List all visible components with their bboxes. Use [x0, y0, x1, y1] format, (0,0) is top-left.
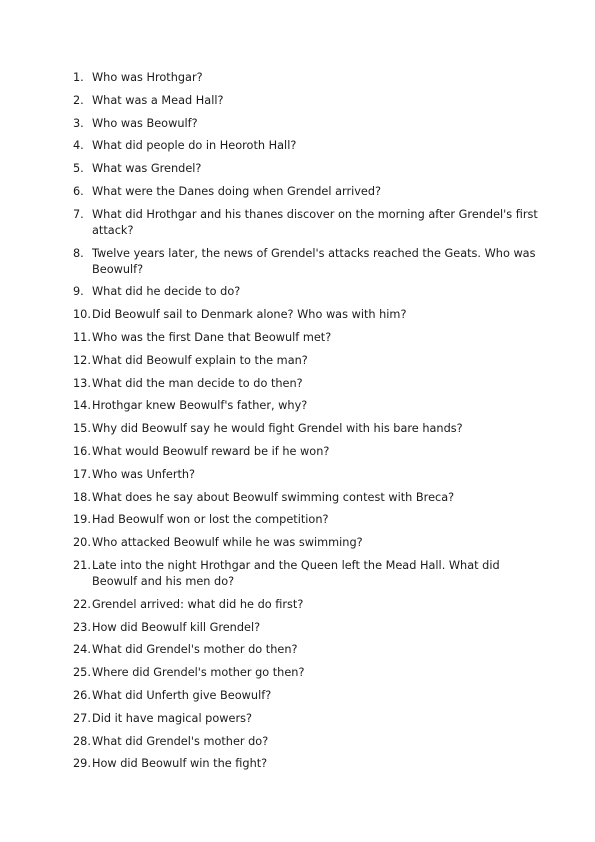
question-item: [73, 161, 548, 177]
question-text: Had Beowulf won or lost the competition?: [92, 513, 329, 527]
question-item: [73, 490, 548, 506]
question-text: Why did Beowulf say he would fight Grendel with his bare hands?: [92, 422, 463, 436]
question-item: [73, 93, 548, 109]
question-number: 27.: [73, 711, 91, 725]
question-item: [73, 184, 548, 200]
question-number: 21.: [73, 558, 91, 572]
question-text: What did Unferth give Beowulf?: [92, 688, 272, 702]
question-text: How did Beowulf win the fight?: [92, 757, 268, 771]
question-item: [73, 734, 548, 750]
question-text: What would Beowulf reward be if he won?: [92, 444, 330, 458]
question-item: [73, 597, 548, 613]
question-text: Where did Grendel's mother go then?: [92, 666, 305, 680]
question-item: [73, 665, 548, 681]
question-number: 12.: [73, 353, 91, 367]
question-item: [73, 535, 548, 551]
question-number: 5.: [73, 162, 84, 176]
question-item: [73, 207, 548, 239]
question-number: 22.: [73, 597, 91, 611]
question-item: [73, 353, 548, 369]
question-item: [73, 376, 548, 392]
question-number: 7.: [73, 207, 84, 221]
question-text: What did he decide to do?: [92, 285, 241, 299]
question-item: [73, 444, 548, 460]
question-text: What did Hrothgar and his thanes discover on the morning after Grendel's first attack?: [92, 207, 538, 237]
question-item: [73, 398, 548, 414]
question-text: What was Grendel?: [92, 162, 202, 176]
question-item: [73, 467, 548, 483]
question-item: [73, 688, 548, 704]
question-item: [73, 330, 548, 346]
question-number: 2.: [73, 93, 84, 107]
question-number: 20.: [73, 536, 91, 550]
question-item: [73, 307, 548, 323]
question-text: Who was Hrothgar?: [92, 71, 203, 84]
question-text: What did Grendel's mother do then?: [92, 643, 298, 657]
question-number: 10.: [73, 308, 91, 322]
question-number: 11.: [73, 330, 91, 344]
question-text: Late into the night Hrothgar and the Queen left the Mead Hall. What did Beowulf and his men do?: [92, 558, 500, 588]
question-number: 17.: [73, 467, 91, 481]
question-text: Twelve years later, the news of Grendel's attacks reached the Geats. Who was Beowulf?: [92, 246, 536, 276]
question-number: 28.: [73, 734, 91, 748]
question-text: Who was the first Dane that Beowulf met?: [92, 330, 332, 344]
question-number: 29.: [73, 757, 91, 771]
question-text: Did Beowulf sail to Denmark alone? Who was with him?: [92, 308, 407, 322]
question-item: [73, 284, 548, 300]
question-number: 1.: [73, 71, 84, 84]
question-number: 23.: [73, 620, 91, 634]
question-item: [73, 711, 548, 727]
question-item: [73, 620, 548, 636]
question-item: [73, 138, 548, 154]
question-item: [73, 246, 548, 278]
question-text: What did people do in Heoroth Hall?: [92, 139, 297, 153]
question-text: What did Grendel's mother do?: [92, 734, 269, 748]
question-list: [73, 70, 548, 779]
question-text: Who was Unferth?: [92, 467, 196, 481]
question-text: What does he say about Beowulf swimming contest with Breca?: [92, 490, 455, 504]
question-number: 8.: [73, 246, 84, 260]
question-number: 25.: [73, 666, 91, 680]
question-number: 18.: [73, 490, 91, 504]
question-text: How did Beowulf kill Grendel?: [92, 620, 261, 634]
question-text: What did the man decide to do then?: [92, 376, 303, 390]
question-text: Grendel arrived: what did he do first?: [92, 597, 304, 611]
question-text: Did it have magical powers?: [92, 711, 252, 725]
question-text: What did Beowulf explain to the man?: [92, 353, 308, 367]
question-number: 13.: [73, 376, 91, 390]
question-number: 6.: [73, 184, 84, 198]
question-text: What was a Mead Hall?: [92, 93, 224, 107]
question-number: 24.: [73, 643, 91, 657]
question-item: [73, 70, 548, 86]
question-text: What were the Danes doing when Grendel arrived?: [92, 184, 382, 198]
question-item: [73, 756, 548, 772]
question-number: 3.: [73, 116, 84, 130]
question-item: [73, 558, 548, 590]
question-text: Who was Beowulf?: [92, 116, 198, 130]
question-number: 15.: [73, 422, 91, 436]
question-number: 19.: [73, 513, 91, 527]
question-text: Who attacked Beowulf while he was swimming?: [92, 536, 363, 550]
question-item: [73, 642, 548, 658]
question-number: 9.: [73, 285, 84, 299]
question-item: [73, 512, 548, 528]
question-number: 14.: [73, 399, 91, 413]
question-number: 16.: [73, 444, 91, 458]
question-number: 4.: [73, 139, 84, 153]
question-number: 26.: [73, 688, 91, 702]
question-item: [73, 116, 548, 132]
question-item: [73, 421, 548, 437]
question-text: Hrothgar knew Beowulf's father, why?: [92, 399, 308, 413]
